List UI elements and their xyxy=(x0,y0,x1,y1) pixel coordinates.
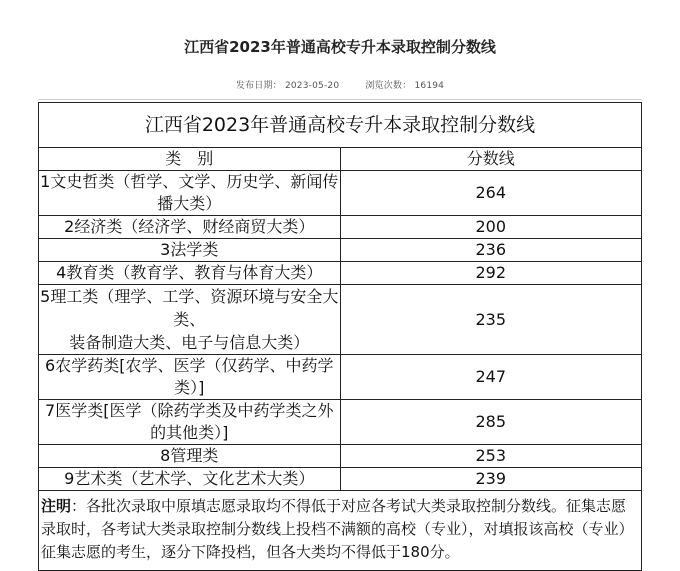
score-cell: 236 xyxy=(340,239,642,262)
category-cell: 7医学类[医学（除药学类及中药学类之外的其他类）] xyxy=(39,400,341,445)
table-row xyxy=(39,445,642,468)
category-cell: 2经济类（经济学、财经商贸大类） xyxy=(39,216,341,239)
table-row xyxy=(39,285,642,355)
table-row xyxy=(39,400,642,445)
category-cell: 1文史哲类（哲学、文学、历史学、新闻传播大类） xyxy=(39,171,341,216)
view-count-label: 浏览次数： xyxy=(365,81,412,91)
table-row xyxy=(39,468,642,491)
header-category: 类 别 xyxy=(39,148,341,171)
table-row xyxy=(39,355,642,400)
article-meta xyxy=(0,78,680,91)
note-cell xyxy=(39,491,642,571)
score-cell: 253 xyxy=(340,445,642,468)
score-cell: 239 xyxy=(340,468,642,491)
title-divider xyxy=(38,99,642,100)
category-line: 5理工类（理学、工学、资源环境与安全大类、 xyxy=(40,287,339,329)
publish-date: 2023-05-20 xyxy=(284,81,340,91)
category-cell: 3法学类 xyxy=(39,239,341,262)
score-cell: 285 xyxy=(340,400,642,445)
score-cell: 200 xyxy=(340,216,642,239)
score-cell: 264 xyxy=(340,171,642,216)
category-cell xyxy=(39,285,341,355)
score-table xyxy=(38,102,642,571)
category-cell: 9艺术类（艺术学、文化艺术大类） xyxy=(39,468,341,491)
table-row xyxy=(39,239,642,262)
view-count: 16194 xyxy=(414,81,445,91)
table-row xyxy=(39,216,642,239)
page-title: 江西省2023年普通高校专升本录取控制分数线 xyxy=(184,38,496,56)
category-cell: 8管理类 xyxy=(39,445,341,468)
score-cell: 292 xyxy=(340,262,642,285)
score-cell: 247 xyxy=(340,355,642,400)
table-title: 江西省2023年普通高校专升本录取控制分数线 xyxy=(39,103,642,148)
publish-date-label: 发布日期： xyxy=(235,81,282,91)
category-cell: 6农学药类[农学、医学（仅药学、中药学类）] xyxy=(39,355,341,400)
category-cell: 4教育类（教育学、教育与体育大类） xyxy=(39,262,341,285)
table-row xyxy=(39,171,642,216)
note-label: 注明 xyxy=(41,497,72,515)
score-cell: 235 xyxy=(340,285,642,355)
table-row xyxy=(39,262,642,285)
category-line: 装备制造大类、电子与信息大类） xyxy=(69,333,310,352)
note-text: ：各批次录取中原填志愿录取均不得低于对应各考试大类录取控制分数线。征集志愿录取时，各考试大类录取控制分数线上投档不满额的高校（专业），对填报该高校（专业）征集志愿的考生，逐分下降投档，但各大类均不得低于180分。 xyxy=(41,497,634,561)
header-score: 分数线 xyxy=(340,148,642,171)
